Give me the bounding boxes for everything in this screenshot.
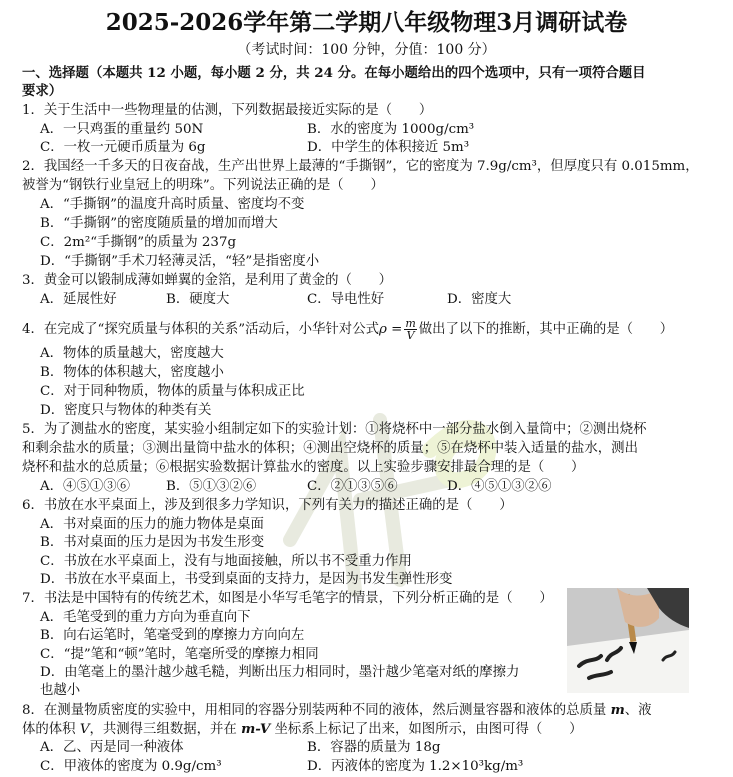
question-8-stem xyxy=(22,701,652,720)
section-heading: 一、选择题（本题共 12 小题，每小题 2 分，共 24 分。在每小题给出的四个选项中，只有一项符合题目 xyxy=(22,65,646,81)
question-7-stem: 7．书法是中国特有的传统艺术，如图是小华写毛笔字的情景，下列分析正确的是（ ） xyxy=(22,591,553,606)
question-8-stem-cont-pre: 体的体积 xyxy=(22,722,80,737)
exam-subtitle: （考试时间：100 分钟，分值：100 分） xyxy=(237,42,496,58)
question-7-option-c: C．“提”笔和“顿”笔时，笔毫所受的摩擦力相同 xyxy=(40,647,319,662)
question-2-stem-cont: 被誉为“钢铁行业皇冠上的明珠”。下列说法正确的是（ ） xyxy=(22,178,384,193)
exam-title: 2025-2026学年第二学期八年级物理3月调研试卷 xyxy=(105,9,628,36)
question-3-option-a: A．延展性好 xyxy=(40,292,117,307)
question-6-stem: 6．书放在水平桌面上，涉及到很多力学知识，下列有关力的描述正确的是（ ） xyxy=(22,498,513,513)
question-1-option-b: B．水的密度为 1000g/cm³ xyxy=(307,122,475,137)
mv-axis-symbol: m-V xyxy=(241,721,271,737)
question-5-option-b: B．⑤①③②⑥ xyxy=(166,479,257,494)
question-2-option-c: C．2m²“手撕钢”的质量为 237g xyxy=(40,235,237,250)
question-6-option-d: D．书放在水平桌面上，书受到桌面的支持力，是因为书发生弹性形变 xyxy=(40,572,453,587)
section-heading-cont: 要求） xyxy=(22,83,63,99)
question-2-option-b: B．“手撕钢”的密度随质量的增加而增大 xyxy=(40,216,278,231)
density-formula-lhs: ρ = xyxy=(378,322,403,337)
question-8-stem-cont-post: 坐标系上标记了出来，如图所示，由图可得（ ） xyxy=(270,722,583,737)
formula-denominator: V xyxy=(406,329,415,342)
question-4-stem xyxy=(22,318,673,341)
question-5-option-a: A．④⑤①③⑥ xyxy=(40,479,131,494)
question-7-option-a: A．毛笔受到的重力方向为垂直向下 xyxy=(40,610,251,625)
question-8-option-b: B．容器的质量为 18g xyxy=(307,740,441,755)
question-8-stem-post: 、液 xyxy=(624,703,652,718)
question-8-option-c: C．甲液体的密度为 0.9g/cm³ xyxy=(40,759,222,774)
question-5-stem-cont-1: 和剩余盐水的质量；③测出量筒中盐水的体积；④测出空烧杯的质量；⑤在烧杯中装入适量的盐水，测出 xyxy=(22,441,638,456)
question-3-option-d: D．密度大 xyxy=(447,292,512,307)
mass-symbol: m xyxy=(610,702,625,718)
question-8-stem-cont-mid: ，共测得三组数据，并在 xyxy=(89,722,242,737)
question-7-option-b: B．向右运笔时，笔毫受到的摩擦力方向向左 xyxy=(40,628,305,643)
question-7-option-d-cont: 也越小 xyxy=(40,683,81,698)
question-4-option-a: A．物体的质量越大，密度越大 xyxy=(40,346,224,361)
question-6-option-c: C．书放在水平桌面上，没有与地面接触，所以书不受重力作用 xyxy=(40,554,412,569)
question-5-option-c: C．②①③⑤⑥ xyxy=(307,479,398,494)
formula-numerator: m xyxy=(405,317,416,330)
density-formula-fraction xyxy=(404,318,416,341)
question-3-stem: 3．黄金可以锻制成薄如蝉翼的金箔，是利用了黄金的（ ） xyxy=(22,273,393,288)
question-6-option-a: A．书对桌面的压力的施力物体是桌面 xyxy=(40,517,264,532)
question-6-option-b: B．书对桌面的压力是因为书发生形变 xyxy=(40,535,265,550)
question-1-option-d: D．中学生的体积接近 5m³ xyxy=(307,140,470,155)
question-1-option-c: C．一枚一元硬币质量为 6g xyxy=(40,140,206,155)
question-2-option-d: D．“手撕钢”手术刀轻薄灵活，“轻”是指密度小 xyxy=(40,254,320,269)
question-3-option-b: B．硬度大 xyxy=(166,292,230,307)
question-4-option-b: B．物体的体积越大，密度越小 xyxy=(40,365,224,380)
question-3-option-c: C．导电性好 xyxy=(307,292,385,307)
question-2-option-a: A．“手撕钢”的温度升高时质量、密度均不变 xyxy=(40,197,305,212)
question-1-option-a: A．一只鸡蛋的重量约 50N xyxy=(40,122,204,137)
question-4-stem-pre: 4．在完成了“探究质量与体积的关系”活动后，小华针对公式 xyxy=(22,322,379,337)
question-4-option-d: D．密度只与物体的种类有关 xyxy=(40,403,212,418)
question-2-stem: 2．我国经一千多天的日夜奋战，生产出世界上最薄的“手撕钢”，它的密度为 7.9g/cm³，但厚度只有 0.015mm， xyxy=(22,159,699,174)
question-8-option-d: D．丙液体的密度为 1.2×10³kg/m³ xyxy=(307,759,524,774)
question-8-option-a: A．乙、丙是同一种液体 xyxy=(40,740,184,755)
question-4-option-c: C．对于同种物质，物体的质量与体积成正比 xyxy=(40,384,305,399)
question-5-stem-cont-2: 烧杯和盐水的总质量；⑥根据实验数据计算盐水的密度。以上实验步骤安排最合理的是（ ） xyxy=(22,460,585,475)
question-8-stem-pre: 8．在测量物质密度的实验中，用相同的容器分别装两种不同的液体，然后测量容器和液体的总质量 xyxy=(22,703,611,718)
question-4-stem-post: 做出了以下的推断，其中正确的是（ ） xyxy=(418,322,674,337)
question-5-option-d: D．④⑤①③②⑥ xyxy=(447,479,552,494)
question-8-stem-cont xyxy=(22,720,582,739)
question-1-stem: 1．关于生活中一些物理量的估测，下列数据最接近实际的是（ ） xyxy=(22,103,433,118)
question-7-option-d: D．由笔毫上的墨汁越少越毛糙，判断出压力相同时，墨汁越少笔毫对纸的摩擦力 xyxy=(40,665,520,680)
calligraphy-illustration xyxy=(567,588,689,693)
question-5-stem: 5．为了测盐水的密度，某实验小组制定如下的实验计划：①将烧杯中一部分盐水倒入量筒中；②测出烧杯 xyxy=(22,422,647,437)
volume-symbol: V xyxy=(79,722,90,737)
calligraphy-photo xyxy=(567,588,689,693)
